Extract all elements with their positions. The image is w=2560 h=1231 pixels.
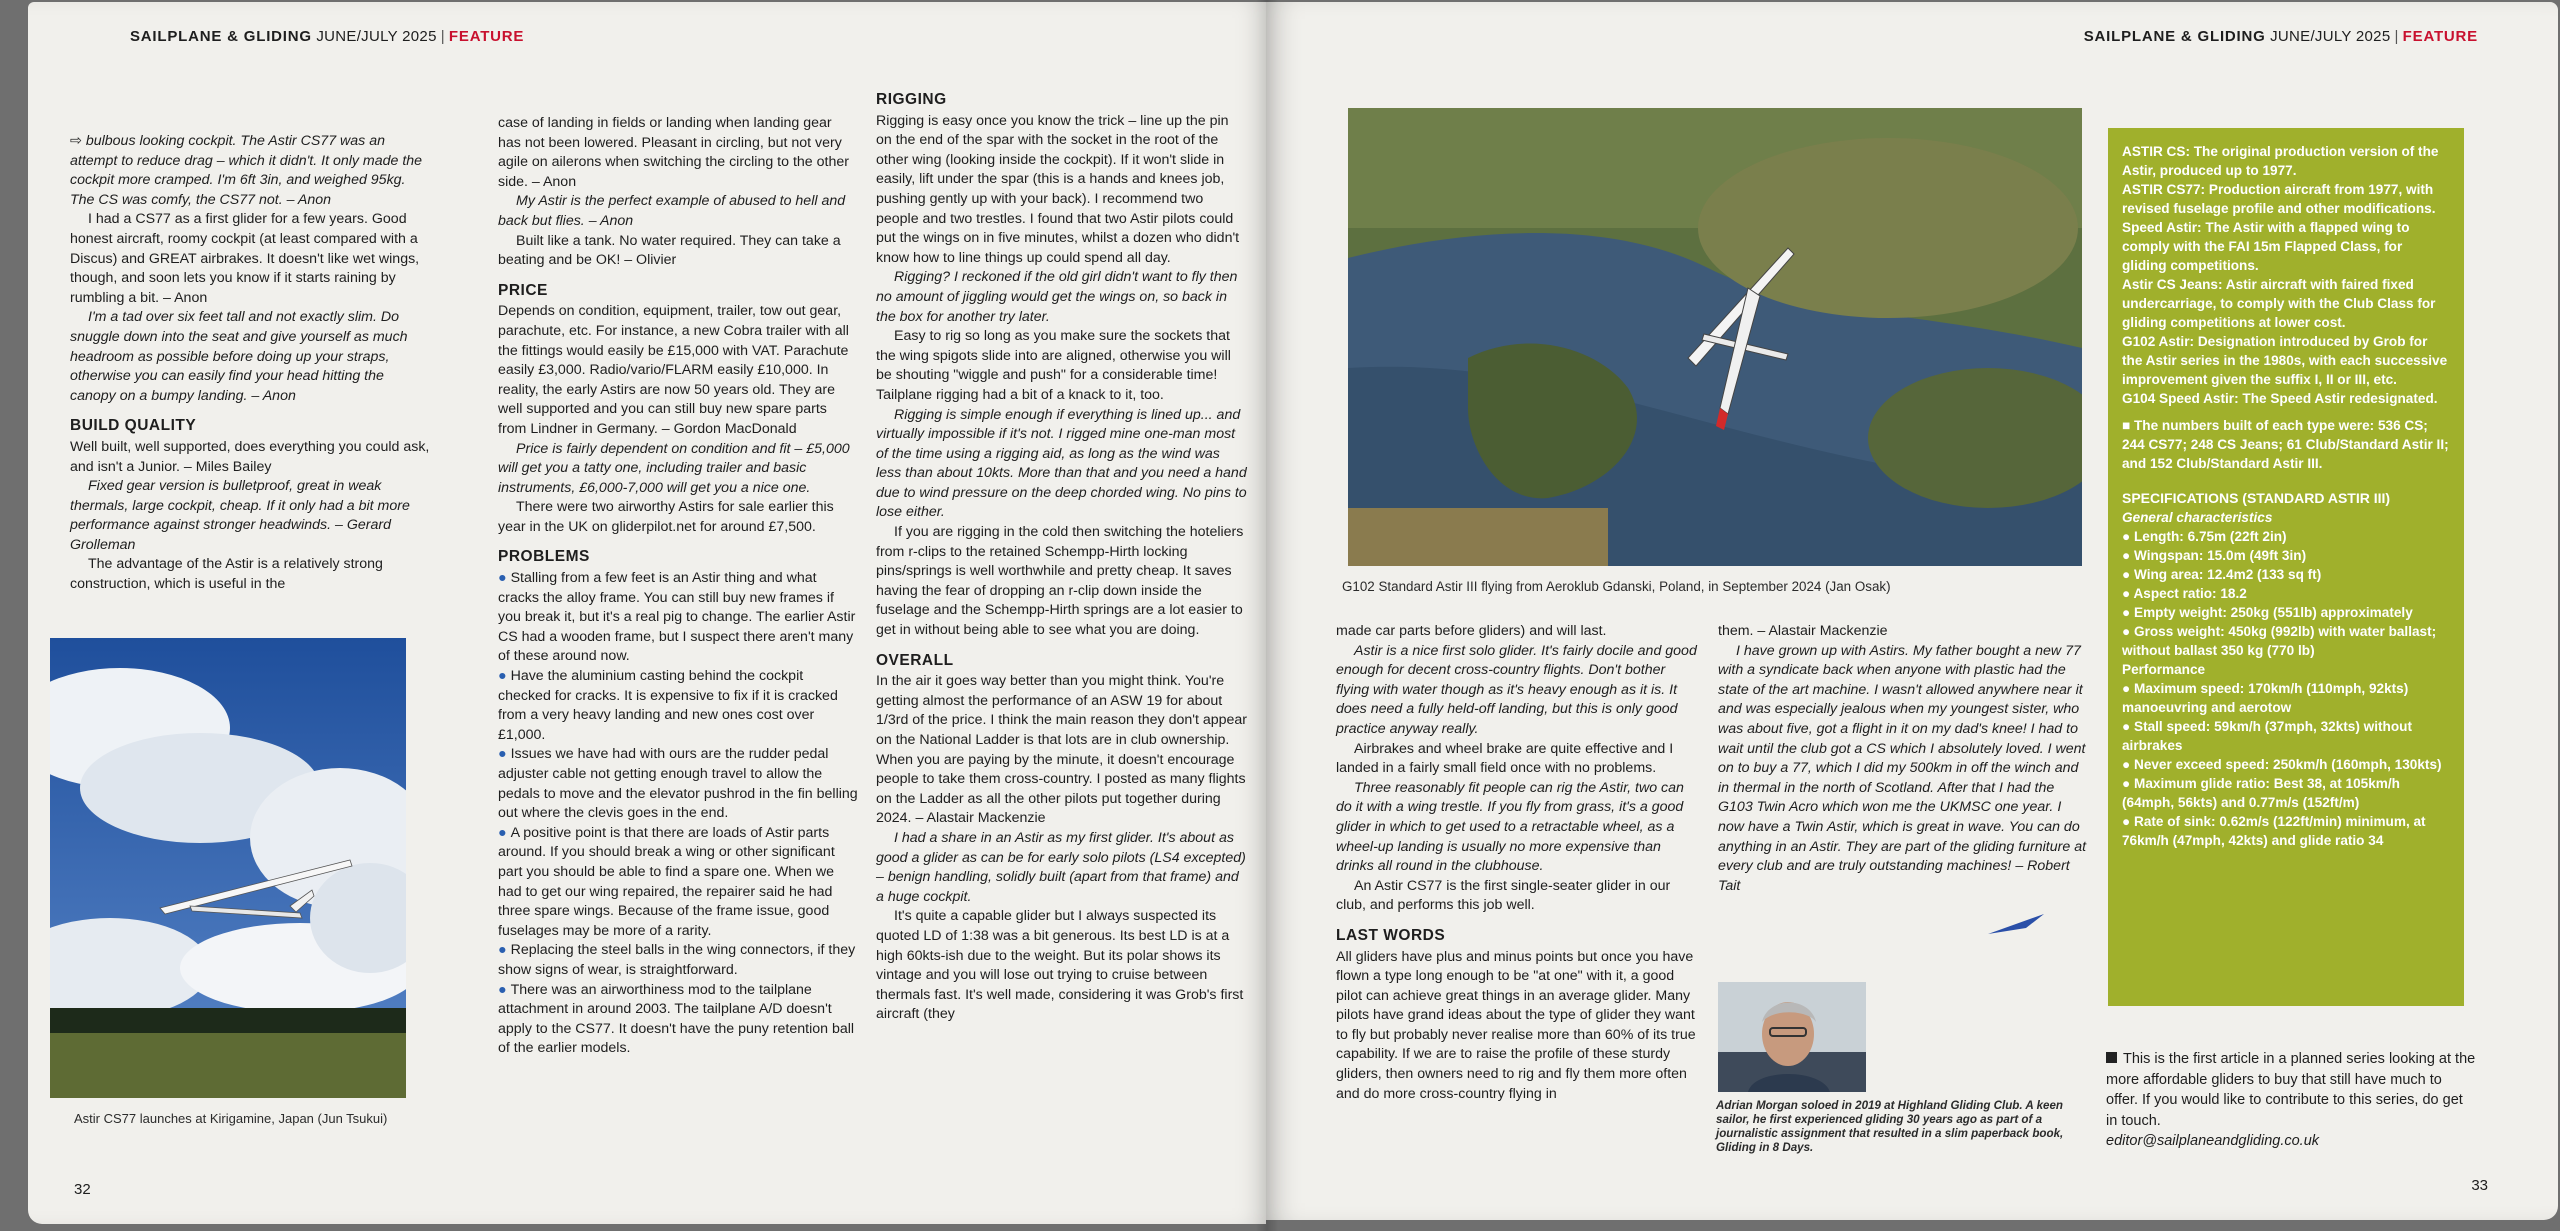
spec-text: Gross weight: 450kg (992lb) with water ballast; without ballast 350 kg (770 lb) (2122, 624, 2437, 658)
end-square-icon (2106, 1052, 2117, 1063)
problem-item: ● Issues we have had with ours are the rudder pedal adjuster cable not getting enough travel to allow the pedals to move and the elevator pushrod in the fin belling out where the clevis goes in the end. (498, 746, 858, 822)
spec-bullet-icon: ● (2122, 529, 2134, 544)
header-separator: | (2394, 28, 2399, 45)
section-heading-rigging: RIGGING (876, 91, 947, 108)
page-number-right: 33 (2471, 1177, 2488, 1194)
variant-description: Designation introduced by Grob for the Astir series in the 1980s, with each successive improvement given the suffix I, II or III, etc. (2122, 334, 2448, 387)
header-separator: | (440, 28, 445, 45)
variant-entry (2122, 218, 2450, 275)
problem-item: ● There was an airworthiness mod to the tailplane attachment in around 2003. The tailplane A/D doesn't apply to the CS77. It doesn't have the puny retention ball of the earlier models. (498, 981, 855, 1057)
spec-text: Maximum glide ratio: Best 38, at 105km/h (64mph, 56kts) and 0.77m/s (152ft/m) (2122, 776, 2400, 810)
author-portrait-photo (1718, 982, 1866, 1092)
paragraph: I'm a tad over six feet tall and not exactly slim. Do snuggle down into the seat and give yourself as much headroom as possible before doing up your straps, otherwise you can easily find your head hitting the canopy on a bumpy landing. – Anon (70, 309, 408, 404)
aerial-glider-photo (1348, 108, 2082, 566)
spec-item (2122, 603, 2450, 622)
spec-text: Performance (2122, 662, 2206, 677)
paragraph: Depends on condition, equipment, trailer, tow out gear, parachute, etc. For instance, a new Cobra trailer with all the fittings would easily be £15,000 with VAT. Parachute easily £3,000. Radio/vario/FLARM easily £10,000. In reality, the early Astirs are now 50 years old. They are well supported and you can still buy new spare parts from Lindner in Germany. – Gordon MacDonald (498, 303, 849, 437)
spec-text: Length: 6.75m (22ft 2in) (2134, 529, 2287, 544)
left-photo-caption: Astir CS77 launches at Kirigamine, Japan (Jun Tsukui) (74, 1111, 388, 1126)
paragraph: case of landing in fields or landing when landing gear has not been lowered. Pleasant in circling, but not very agile on ailerons when switching the circling to the other side. – Anon (498, 115, 849, 190)
variant-entry (2122, 332, 2450, 389)
paragraph: Rigging is simple enough if everything is lined up... and virtually impossible if it's not. I rigged mine one-man most of the time using a rigging aid, as long as the wind was less than about 10kts. More than that and you need a hand due to wind pressure on the deep chorded wing. No pins to lose either. (876, 406, 1247, 521)
variant-term: ASTIR CS: (2122, 144, 2190, 159)
paragraph: The advantage of the Astir is a relatively strong construction, which is useful in the (70, 556, 383, 593)
paragraph: them. – Alastair Mackenzie (1718, 623, 1888, 639)
variant-description: The original production version of the Astir, produced up to 1977. (2122, 144, 2439, 178)
spec-item (2122, 584, 2450, 603)
variant-description: Astir aircraft with faired fixed undercarriage, to comply with the Club Class for gliding competitions at lower cost. (2122, 277, 2436, 330)
magazine-name: SAILPLANE & GLIDING (2083, 28, 2266, 45)
spec-bullet-icon: ● (2122, 567, 2134, 582)
spec-bullet-icon: ● (2122, 814, 2134, 829)
glider-launch-illustration (50, 638, 406, 1098)
spec-text: Stall speed: 59km/h (37mph, 32kts) without airbrakes (2122, 719, 2412, 753)
section-heading-build-quality: BUILD QUALITY (70, 417, 197, 435)
spec-item (2122, 812, 2450, 850)
section-heading-last-words: LAST WORDS (1336, 926, 1446, 944)
spec-text: Rate of sink: 0.62m/s (122ft/min) minimum, at 76km/h (47mph, 42kts) and glide ratio 34 (2122, 814, 2426, 848)
issue-date: JUNE/JULY 2025 (316, 28, 437, 45)
general-characteristics-label: General characteristics (2122, 510, 2273, 525)
spec-item (2122, 622, 2450, 660)
spec-text: Empty weight: 250kg (551lb) approximately (2134, 605, 2413, 620)
paragraph: My Astir is the perfect example of abused to hell and back but flies. – Anon (498, 193, 846, 229)
variant-term: Speed Astir: (2122, 220, 2202, 235)
running-head-right (2084, 28, 2478, 45)
paragraph: Astir is a nice first solo glider. It's fairly docile and good enough for decent cross-country flights. Don't bother flying with water though as it's heavy enough as it is. It does need a fully held-off landing, but this is only good practice anyway really. (1336, 642, 1697, 737)
paragraph: All gliders have plus and minus points but once you have flown a type long enough to be "at one" with it, a good pilot can achieve great things in an average glider. Many pilots have grand ideas about the type of glider they want to fly but probably never realise more than 60% of its true capability. If we are to raise the profile of these sturdy gliders, then owners need to rig and fly them more often and do more cross-country flying in (1336, 948, 1696, 1102)
variant-list (2122, 142, 2450, 408)
paragraph: I had a CS77 as a first glider for a few years. Good honest aircraft, roomy cockpit (at least compared with a Discus) and GREAT airbrakes. It doesn't like wet wings, though, and soon lets you know if it starts raining by rumbling a bit. – Anon (70, 211, 420, 306)
section-label: FEATURE (448, 28, 525, 45)
spec-bullet-icon: ● (2122, 681, 2134, 696)
contact-email-link[interactable]: editor@sailplaneandgliding.co.uk (2106, 1133, 2320, 1149)
variant-term: Astir CS Jeans: (2122, 277, 2223, 292)
spec-text: Never exceed speed: 250km/h (160mph, 130kts) (2134, 757, 2442, 772)
issue-date: JUNE/JULY 2025 (2270, 28, 2391, 45)
spec-text: Maximum speed: 170km/h (110mph, 92kts) manoeuvring and aerotow (2122, 681, 2409, 715)
glider-launch-photo (50, 638, 406, 1098)
paragraph: I have grown up with Astirs. My father bought a new 77 with a syndicate back when anyone with plastic had the state of the art machine. I wasn't allowed anywhere near it and was especially jealous when my youngest sister, who was about five, got a flight in it on my dad's knee! I had to wait until the club got a CS which I absolutely loved. I went on to buy a 77, which I did my 500km in off the winch and in thermal in the north of Scotland. After that I had the G103 Twin Acro which won me the UKMSC one year. I now have a Twin Astir, which is great in wave. You can do anything in an Astir. They are part of the gliding furniture at every club and are truly outstanding machines! – Robert Tait (1718, 642, 2087, 894)
paragraph: If you are rigging in the cold then switching the hoteliers from r-clips to the retained Schempp-Hirth locking pins/springs is well worthwhile and pretty cheap. It saves having the fear of dropping an r-clip down inside the fuselage and the Schempp-Hirth springs are a lot easier to get in without being able to see what you are doing. (876, 524, 1244, 639)
article-column-3 (876, 90, 1248, 1025)
section-heading-price: PRICE (498, 281, 548, 299)
paragraph: Price is fairly dependent on condition and fit – £5,000 will get you a tatty one, including trailer and basic instruments, £6,000-7,000 will get you a nice one. (498, 440, 850, 496)
article-column-1 (70, 132, 430, 595)
paragraph: There were two airworthy Astirs for sale earlier this year in the UK on gliderpilot.net for around £7,500. (498, 499, 834, 535)
running-head-left (130, 28, 524, 45)
section-heading-overall: OVERALL (876, 651, 954, 669)
article-column-5 (1718, 622, 2090, 896)
spec-text: Aspect ratio: 18.2 (2133, 586, 2247, 601)
variant-term: ASTIR CS77: (2122, 182, 2206, 197)
paragraph: Easy to rig so long as you make sure the sockets that the wing spigots slide into are aligned, otherwise you will be shouting "wiggle and push" for a considerable time! Tailplane rigging had a bit of a knack to it, too. (876, 328, 1231, 403)
right-page (1266, 2, 2558, 1220)
article-column-2 (498, 114, 858, 1059)
spec-text: Wing area: 12.4m2 (133 sq ft) (2134, 567, 2322, 582)
paragraph: Rigging is easy once you know the trick – line up the pin on the end of the spar with the socket in the root of the other wing (looking inside the cockpit). If it won't slide in easily, lift under the spar (this is a hands and knees job, pushing gently up with your back). I recommend two people and two trestles. I found that two Astir pilots could put the wings on in five minutes, whilst a dozen who didn't know how to line things up could spend all day. (876, 112, 1240, 266)
spec-item (2122, 565, 2450, 584)
paragraph: Airbrakes and wheel brake are quite effective and I landed in a fairly small field once with no problems. (1336, 740, 1674, 777)
section-heading-problems: PROBLEMS (498, 548, 590, 566)
bullet-icon: ● (498, 981, 507, 998)
variant-entry (2122, 180, 2450, 218)
variant-entry (2122, 142, 2450, 180)
variant-entry (2122, 389, 2450, 408)
portrait-caption: Adrian Morgan soloed in 2019 at Highland Gliding Club. A keen sailor, he first experienced gliding 30 years ago as part of a journalistic assignment that resulted in a slim paperback book, Gliding in 8 Days. (1716, 1099, 2064, 1154)
specifications-heading: SPECIFICATIONS (STANDARD ASTIR III) (2122, 490, 2391, 506)
spec-item (2122, 774, 2450, 812)
numbers-built-note: ■ The numbers built of each type were: 536 CS; 244 CS77; 248 CS Jeans; 61 Club/Standard Astir II; and 152 Club/Standard Astir III. (2122, 418, 2449, 471)
aerial-photo-caption: G102 Standard Astir III flying from Aeroklub Gdanski, Poland, in September 2024 (Jan Osak) (1342, 579, 1891, 594)
problem-item: ● A positive point is that there are loads of Astir parts around. If you should break a wing or other significant part you should be able to find a spare one. When we had to get our wing repaired, the repairer said he had three spare wings. Because of the frame issue, good fuselages may be more of a rarity. (498, 824, 835, 939)
astir-variants-sidebar (2108, 128, 2464, 1006)
end-arrow-icon (1986, 910, 2046, 943)
spec-text: Wingspan: 15.0m (49ft 3in) (2134, 548, 2307, 563)
spec-item (2122, 527, 2450, 546)
paragraph: Fixed gear version is bulletproof, great in weak thermals, large cockpit, cheap. If it only had a bit more performance against stronger headwinds. – Gerard Grolleman (70, 478, 410, 553)
article-column-4 (1336, 622, 1698, 1104)
spec-bullet-icon: ● (2122, 586, 2134, 601)
problem-item: ● Stalling from a few feet is an Astir thing and what cracks the alloy frame. You can still buy new frames if you break it, but it's a real pig to change. The earlier Astir CS had a wooden frame, but I suspect there aren't many of these around now. (498, 570, 856, 665)
author-portrait-illustration (1718, 982, 1866, 1092)
paragraph: made car parts before gliders) and will last. (1336, 623, 1607, 639)
spec-list (2122, 527, 2450, 850)
variant-entry (2122, 275, 2450, 332)
spec-item (2122, 660, 2450, 679)
paragraph: Built like a tank. No water required. They can take a beating and be OK! – Olivier (498, 232, 841, 269)
problem-item: ● Have the aluminium casting behind the cockpit checked for cracks. It is expensive to fix if it is cracked from a very heavy landing and new ones cost over £1,000. (498, 668, 838, 743)
spec-bullet-icon: ● (2122, 719, 2134, 734)
end-note-text: This is the first article in a planned series looking at the more affordable gliders to buy that still have much to offer. If you would like to contribute to this series, do get in touch. (2106, 1051, 2476, 1129)
spec-bullet-icon: ● (2122, 548, 2134, 563)
variant-description: The Speed Astir redesignated. (2242, 391, 2438, 406)
bullet-icon: ● (498, 942, 507, 959)
spec-bullet-icon: ● (2122, 605, 2134, 620)
paragraph: Three reasonably fit people can rig the Astir, two can do it with a wing trestle. If you fly from grass, it's a good glider in which to get used to a retractable wheel, as a wheel-up landing is usually no more expensive than drinks all round in the clubhouse. (1336, 779, 1684, 875)
variant-term: G102 Astir: (2122, 334, 2195, 349)
paragraph: ⇨ bulbous looking cockpit. The Astir CS77 was an attempt to reduce drag – which it didn't. It only made the cockpit more cramped. I'm 6ft 3in, and weighed 95kg. The CS was comfy, the CS77 not. – Anon (70, 133, 423, 208)
variant-description: Production aircraft from 1977, with revised fuselage profile and other modifications. (2122, 182, 2436, 216)
series-end-note (2106, 1049, 2476, 1152)
variant-description: The Astir with a flapped wing to comply with the FAI 15m Flapped Class, for gliding competitions. (2122, 220, 2410, 273)
bullet-icon: ● (498, 668, 507, 685)
spec-item (2122, 717, 2450, 755)
spec-item (2122, 546, 2450, 565)
aerial-lake-illustration (1348, 108, 2082, 566)
spec-item (2122, 679, 2450, 717)
continuation-arrow-icon: ⇨ (70, 133, 86, 149)
paragraph: Rigging? I reckoned if the old girl didn't want to fly then no amount of jiggling would get the wings on, so back in the box for another try later. (876, 269, 1238, 325)
bullet-icon: ● (498, 824, 507, 841)
spec-bullet-icon: ● (2122, 624, 2134, 639)
spec-bullet-icon: ● (2122, 757, 2134, 772)
problem-item: ● Replacing the steel balls in the wing connectors, if they show signs of wear, is straightforward. (498, 942, 856, 978)
paragraph: It's quite a capable glider but I always suspected its quoted LD of 1:38 was a bit generous. Its best LD is at a high 60kts-ish due to the weight. But its polar shows its vintage and you will lose out trying to cruise between thermals fast. It's well made, considering it was Grob's first aircraft (they (876, 908, 1244, 1023)
spec-item (2122, 755, 2450, 774)
spec-bullet-icon: ● (2122, 776, 2134, 791)
paragraph: I had a share in an Astir as my first glider. It's about as good a glider as can be for early solo pilots (LS4 excepted) – benign handling, solidly built (apart from that frame) and a huge cockpit. (876, 829, 1246, 905)
paragraph: Well built, well supported, does everything you could ask, and isn't a Junior. – Miles Bailey (70, 438, 430, 475)
magazine-name: SAILPLANE & GLIDING (130, 28, 312, 45)
paragraph: An Astir CS77 is the first single-seater glider in our club, and performs this job well. (1336, 877, 1671, 914)
left-page (28, 2, 1266, 1224)
bullet-icon: ● (498, 746, 507, 763)
section-label: FEATURE (2402, 28, 2478, 45)
bullet-icon: ● (498, 570, 507, 587)
page-number-left: 32 (74, 1181, 91, 1198)
paragraph: In the air it goes way better than you might think. You're getting almost the performance of an ASW 19 for about 1/3rd of the price. I think the main reason they don't appear on the National Ladder is that lots are in club ownership. When you are paying by the minute, it doesn't encourage people to take them cross-country. I posted as many flights on the Ladder as all the other pilots put together during 2024. – Alastair Mackenzie (876, 673, 1248, 827)
variant-term: G104 Speed Astir: (2122, 391, 2239, 406)
